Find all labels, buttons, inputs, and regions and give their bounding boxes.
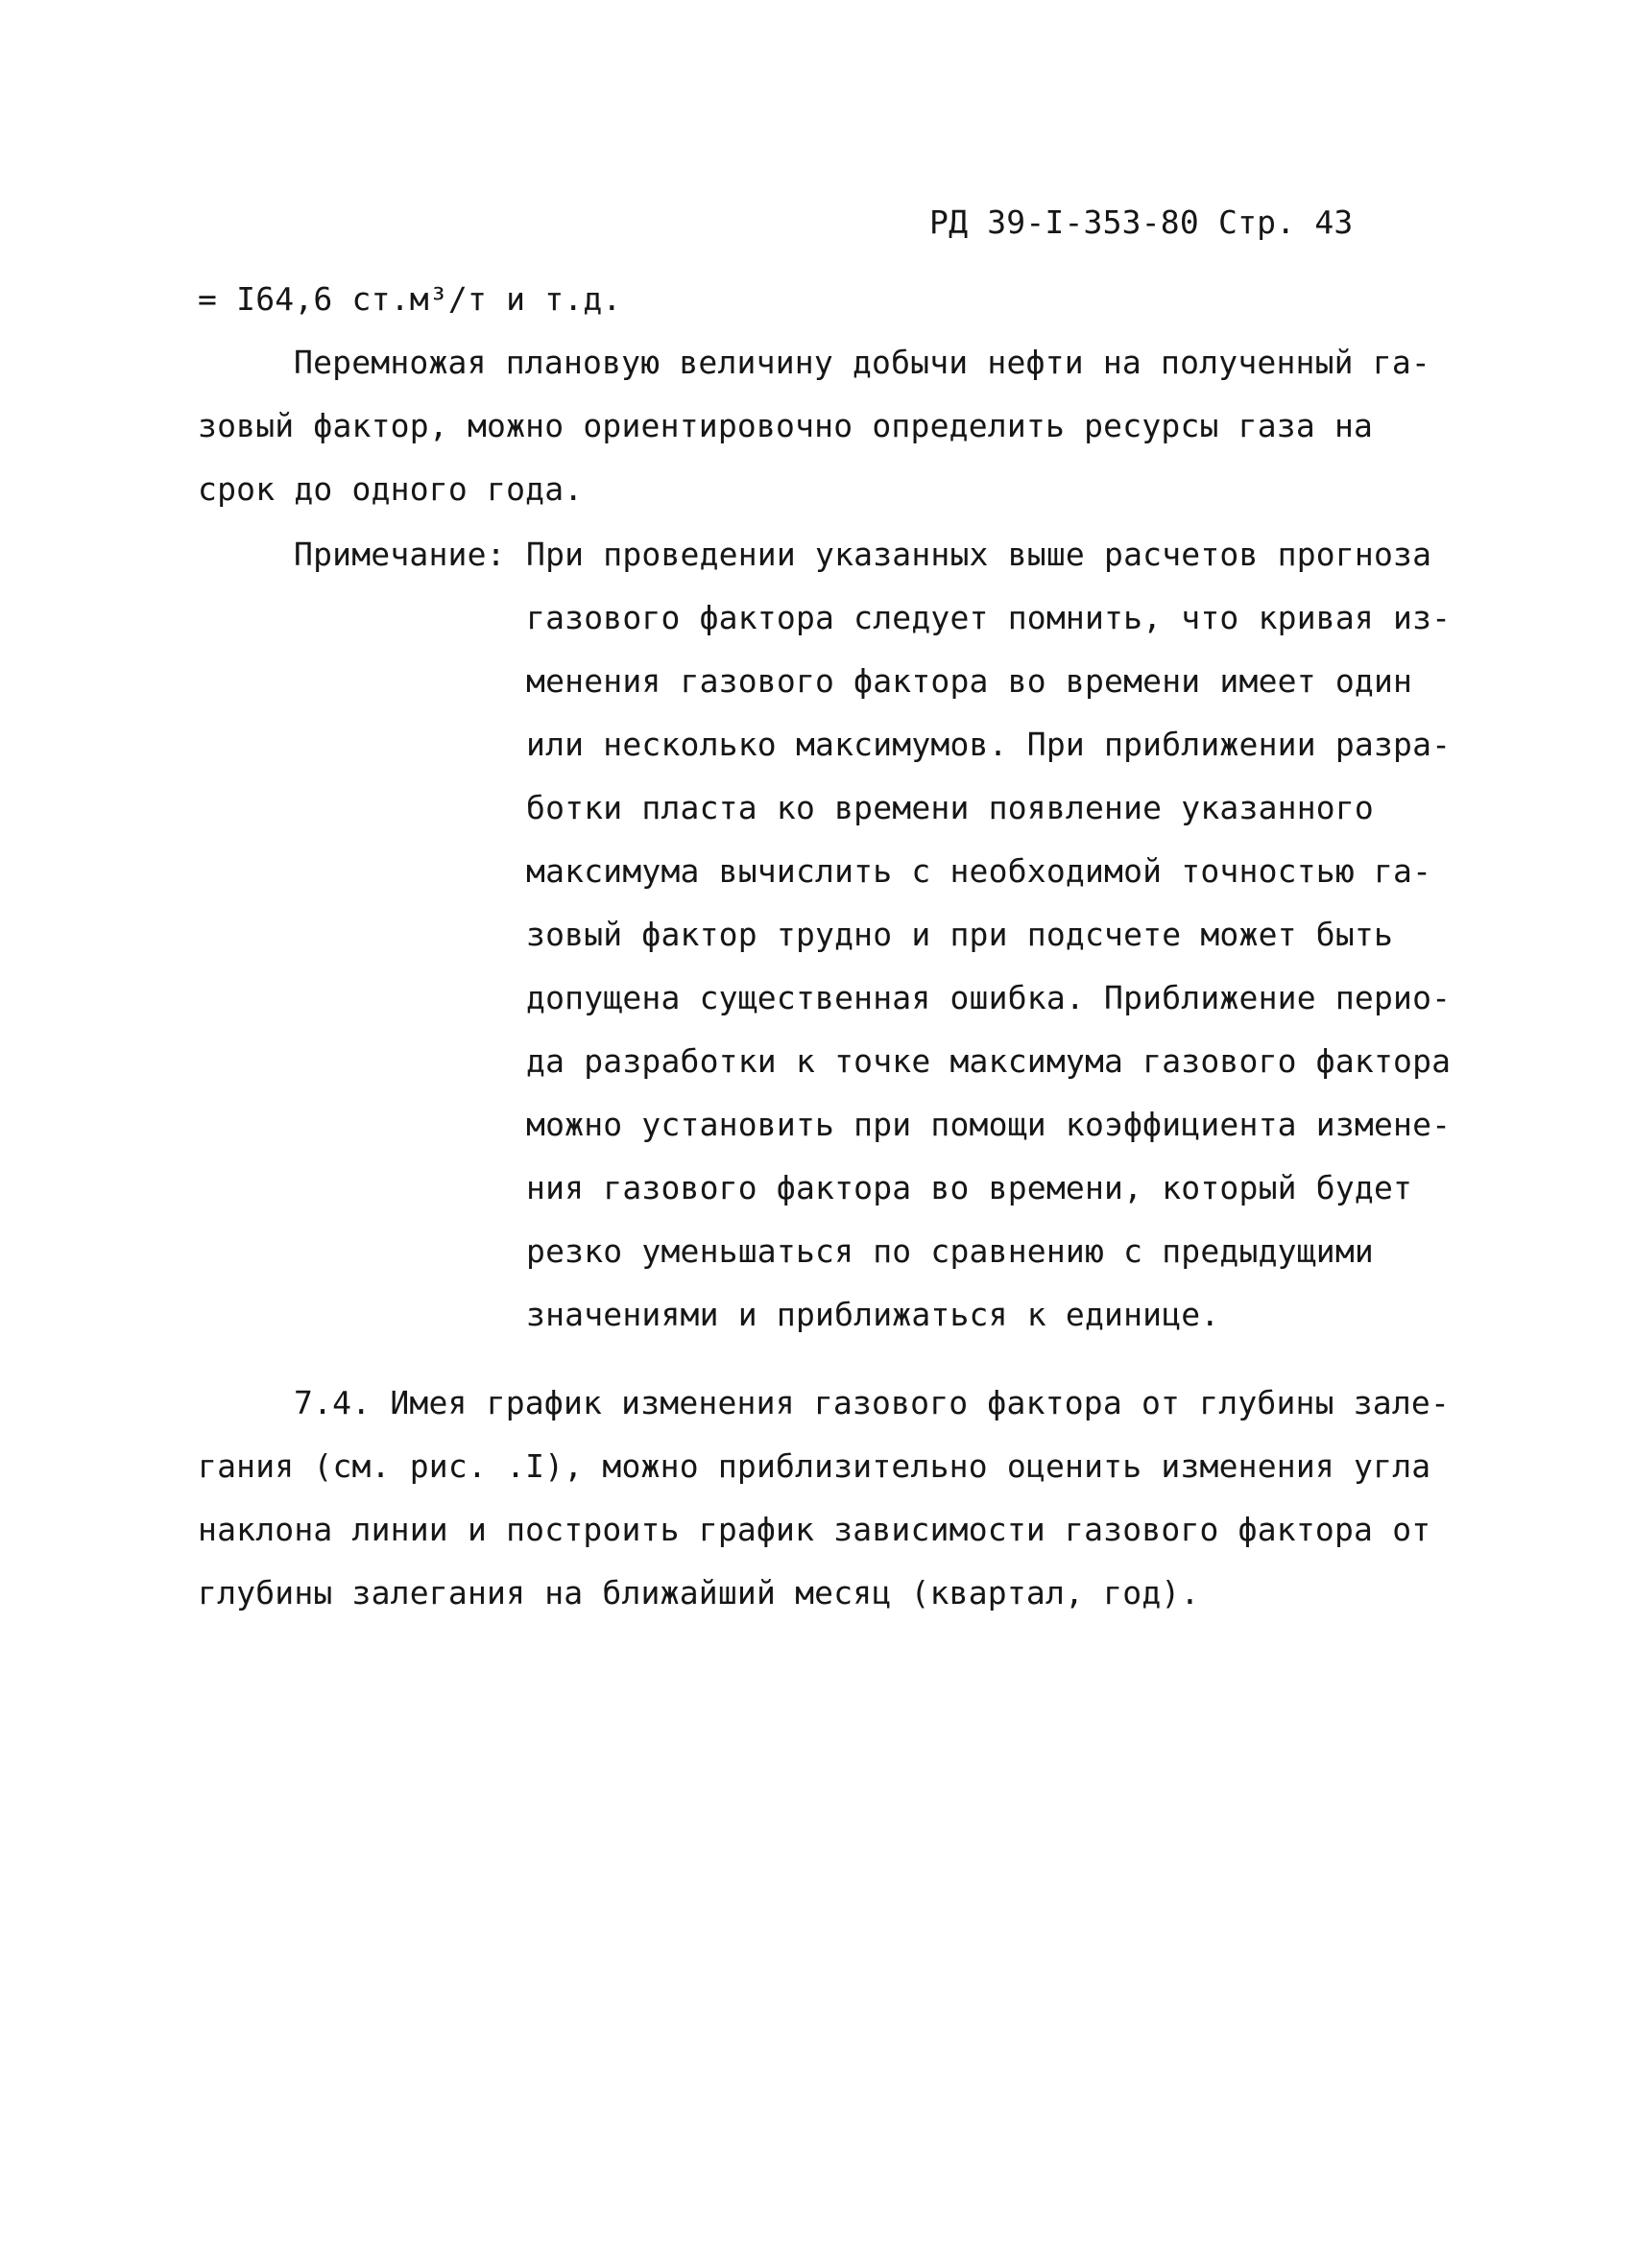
paragraph2-line4: глубины залегания на ближайший месяц (квартал, год). <box>198 1574 1200 1611</box>
note-line-1: При проведении указанных выше расчетов прогноза <box>526 536 1432 573</box>
note-line-10: можно установить при помощи коэффициента измене- <box>526 1106 1452 1143</box>
note-line-4: или несколько максимумов. При приближении разра- <box>526 726 1452 763</box>
paragraph2-line2: гания (см. рис. .I), можно приблизительно оценить изменения угла <box>198 1447 1431 1485</box>
paragraph1-line1: Перемножая плановую величину добычи нефти на полученный га- <box>294 344 1430 381</box>
paragraph2-line1: 7.4. Имея график изменения газового фактора от глубины зале- <box>294 1384 1451 1421</box>
note-line-11: ния газового фактора во времени, который будет <box>526 1169 1413 1206</box>
note-line-8: допущена существенная ошибка. Приближение перио- <box>526 979 1452 1016</box>
paragraph1-line2: зовый фактор, можно ориентировочно определить ресурсы газа на <box>198 407 1374 444</box>
note-line-6: максимума вычислить с необходимой точностью га- <box>526 852 1432 890</box>
note-line-12: резко уменьшаться по сравнению с предыдущими <box>526 1232 1374 1270</box>
page-header: РД 39-I-353-80 Стр. 43 <box>929 203 1354 241</box>
note-line-13: значениями и приближаться к единице. <box>526 1296 1220 1333</box>
note-line-7: зовый фактор трудно и при подсчете может быть <box>526 916 1394 953</box>
note-line-2: газового фактора следует помнить, что кривая из- <box>526 599 1452 636</box>
opening-line: = I64,6 ст.м³/т и т.д. <box>198 280 622 318</box>
note-line-5: ботки пласта ко времени появление указанного <box>526 789 1374 826</box>
paragraph1-line3: срок до одного года. <box>198 470 584 508</box>
note-line-3: менения газового фактора во времени имеет один <box>526 662 1413 700</box>
paragraph2-line3: наклона линии и построить график зависимости газового фактора от <box>198 1511 1431 1548</box>
note-label: Примечание: <box>294 536 506 573</box>
note-line-9: да разработки к точке максимума газового фактора <box>526 1042 1452 1080</box>
